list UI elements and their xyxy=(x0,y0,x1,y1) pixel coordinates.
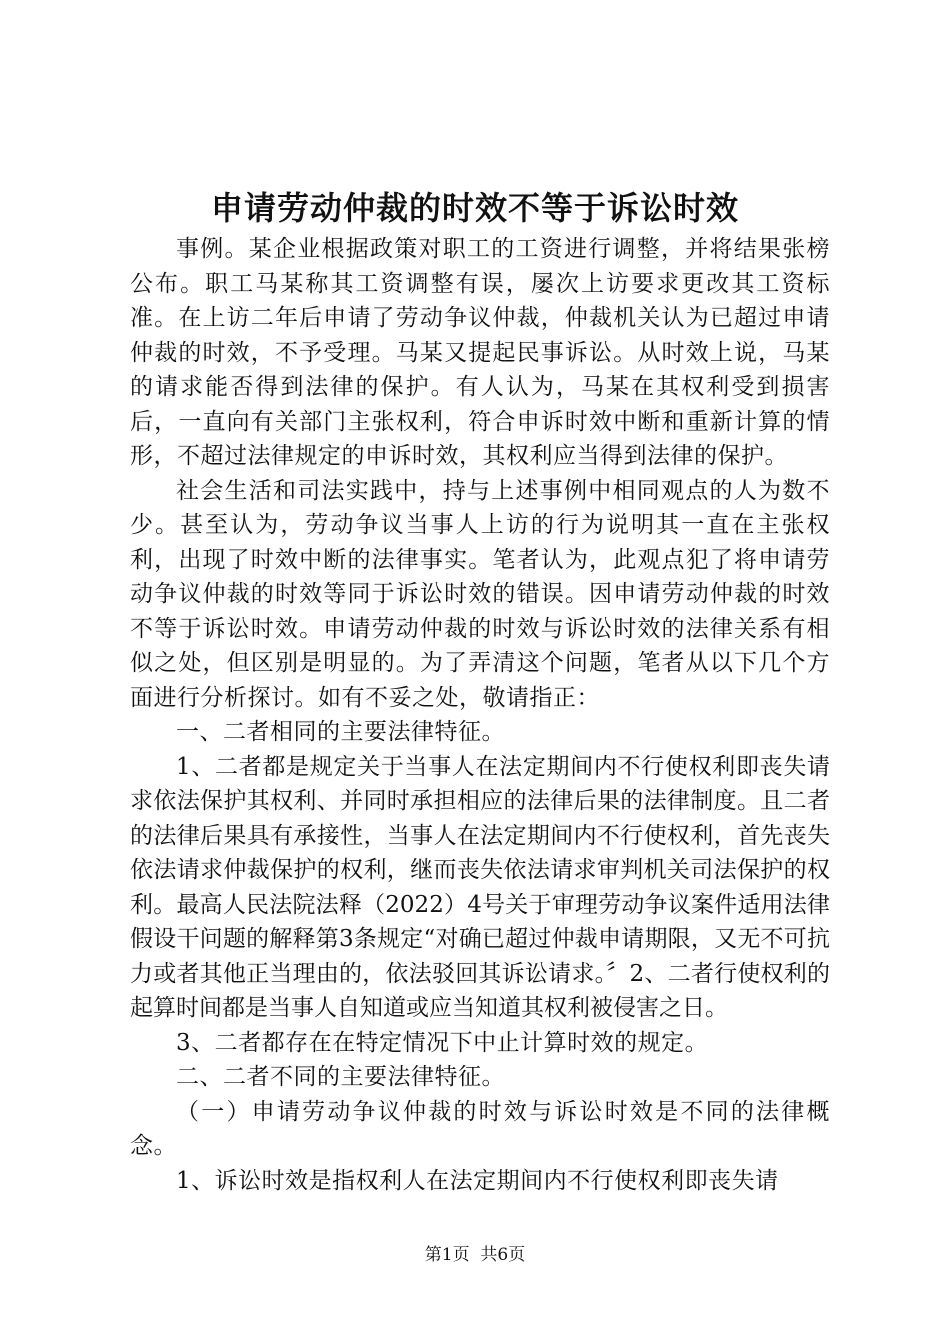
paragraph-similarity-3: 3、二者都存在在特定情况下中止计算时效的规定。 xyxy=(176,1029,709,1056)
page-total: 共6页 xyxy=(480,1245,526,1265)
document-body xyxy=(130,232,830,1198)
page-footer xyxy=(0,1243,950,1267)
paragraph-similarity-1: 1、二者都是规定关于当事人在法定期间内不行使权利即丧失请求依法保护其权利、并同时承担相应的法律后果的法律制度。且二者的法律后果具有承接性，当事人在法定期间内不行使权利，首先丧失依法请求仲裁保护的权利，继而丧失依法请求审判机关司法保护的权利。最高人民法院法释（2022）4号关于审理劳动争议案件适用法律假设干问题的解释第3条规定“对确已超过仲裁申请期限，又无不可抗力或者其他正当理由的，依法驳回其诉讼请求。〞2、二者行使权利的起算时间都是当事人自知道或应当知道其权利被侵害之日。 xyxy=(130,753,830,1021)
section-heading-similarities: 一、二者相同的主要法律特征。 xyxy=(176,719,505,745)
paragraph-difference-1: 1、诉讼时效是指权利人在法定期间内不行使权利即丧失请 xyxy=(176,1167,779,1194)
document-title: 申请劳动仲裁的时效不等于诉讼时效 xyxy=(210,189,739,227)
paragraph-analysis: 社会生活和司法实践中，持与上述事例中相同观点的人为数不少。甚至认为，劳动争议当事人上访的行为说明其一直在主张权利，出现了时效中断的法律事实。笔者认为，此观点犯了将申请劳动争议仲裁的时效等同于诉讼时效的错误。因申请劳动仲裁的时效不等于诉讼时效。申请劳动仲裁的时效与诉讼时效的法律关系有相似之处，但区别是明显的。为了弄清这个问题，笔者从以下几个方面进行分析探讨。如有不妥之处，敬请指正： xyxy=(130,477,830,711)
subsection-heading-concepts: （一）申请劳动争议仲裁的时效与诉讼时效是不同的法律概念。 xyxy=(130,1098,830,1159)
section-heading-differences: 二、二者不同的主要法律特征。 xyxy=(176,1064,505,1090)
paragraph-example: 事例。某企业根据政策对职工的工资进行调整，并将结果张榜公布。职工马某称其工资调整有误，屡次上访要求更改其工资标准。在上访二年后申请了劳动争议仲裁，仲裁机关认为已超过申请仲裁的时效，不予受理。马某又提起民事诉讼。从时效上说，马某的请求能否得到法律的保护。有人认为，马某在其权利受到损害后，一直向有关部门主张权利，符合申诉时效中断和重新计算的情形，不超过法律规定的申诉时效，其权利应当得到法律的保护。 xyxy=(130,236,830,469)
page-number: 第1页 xyxy=(424,1245,470,1265)
